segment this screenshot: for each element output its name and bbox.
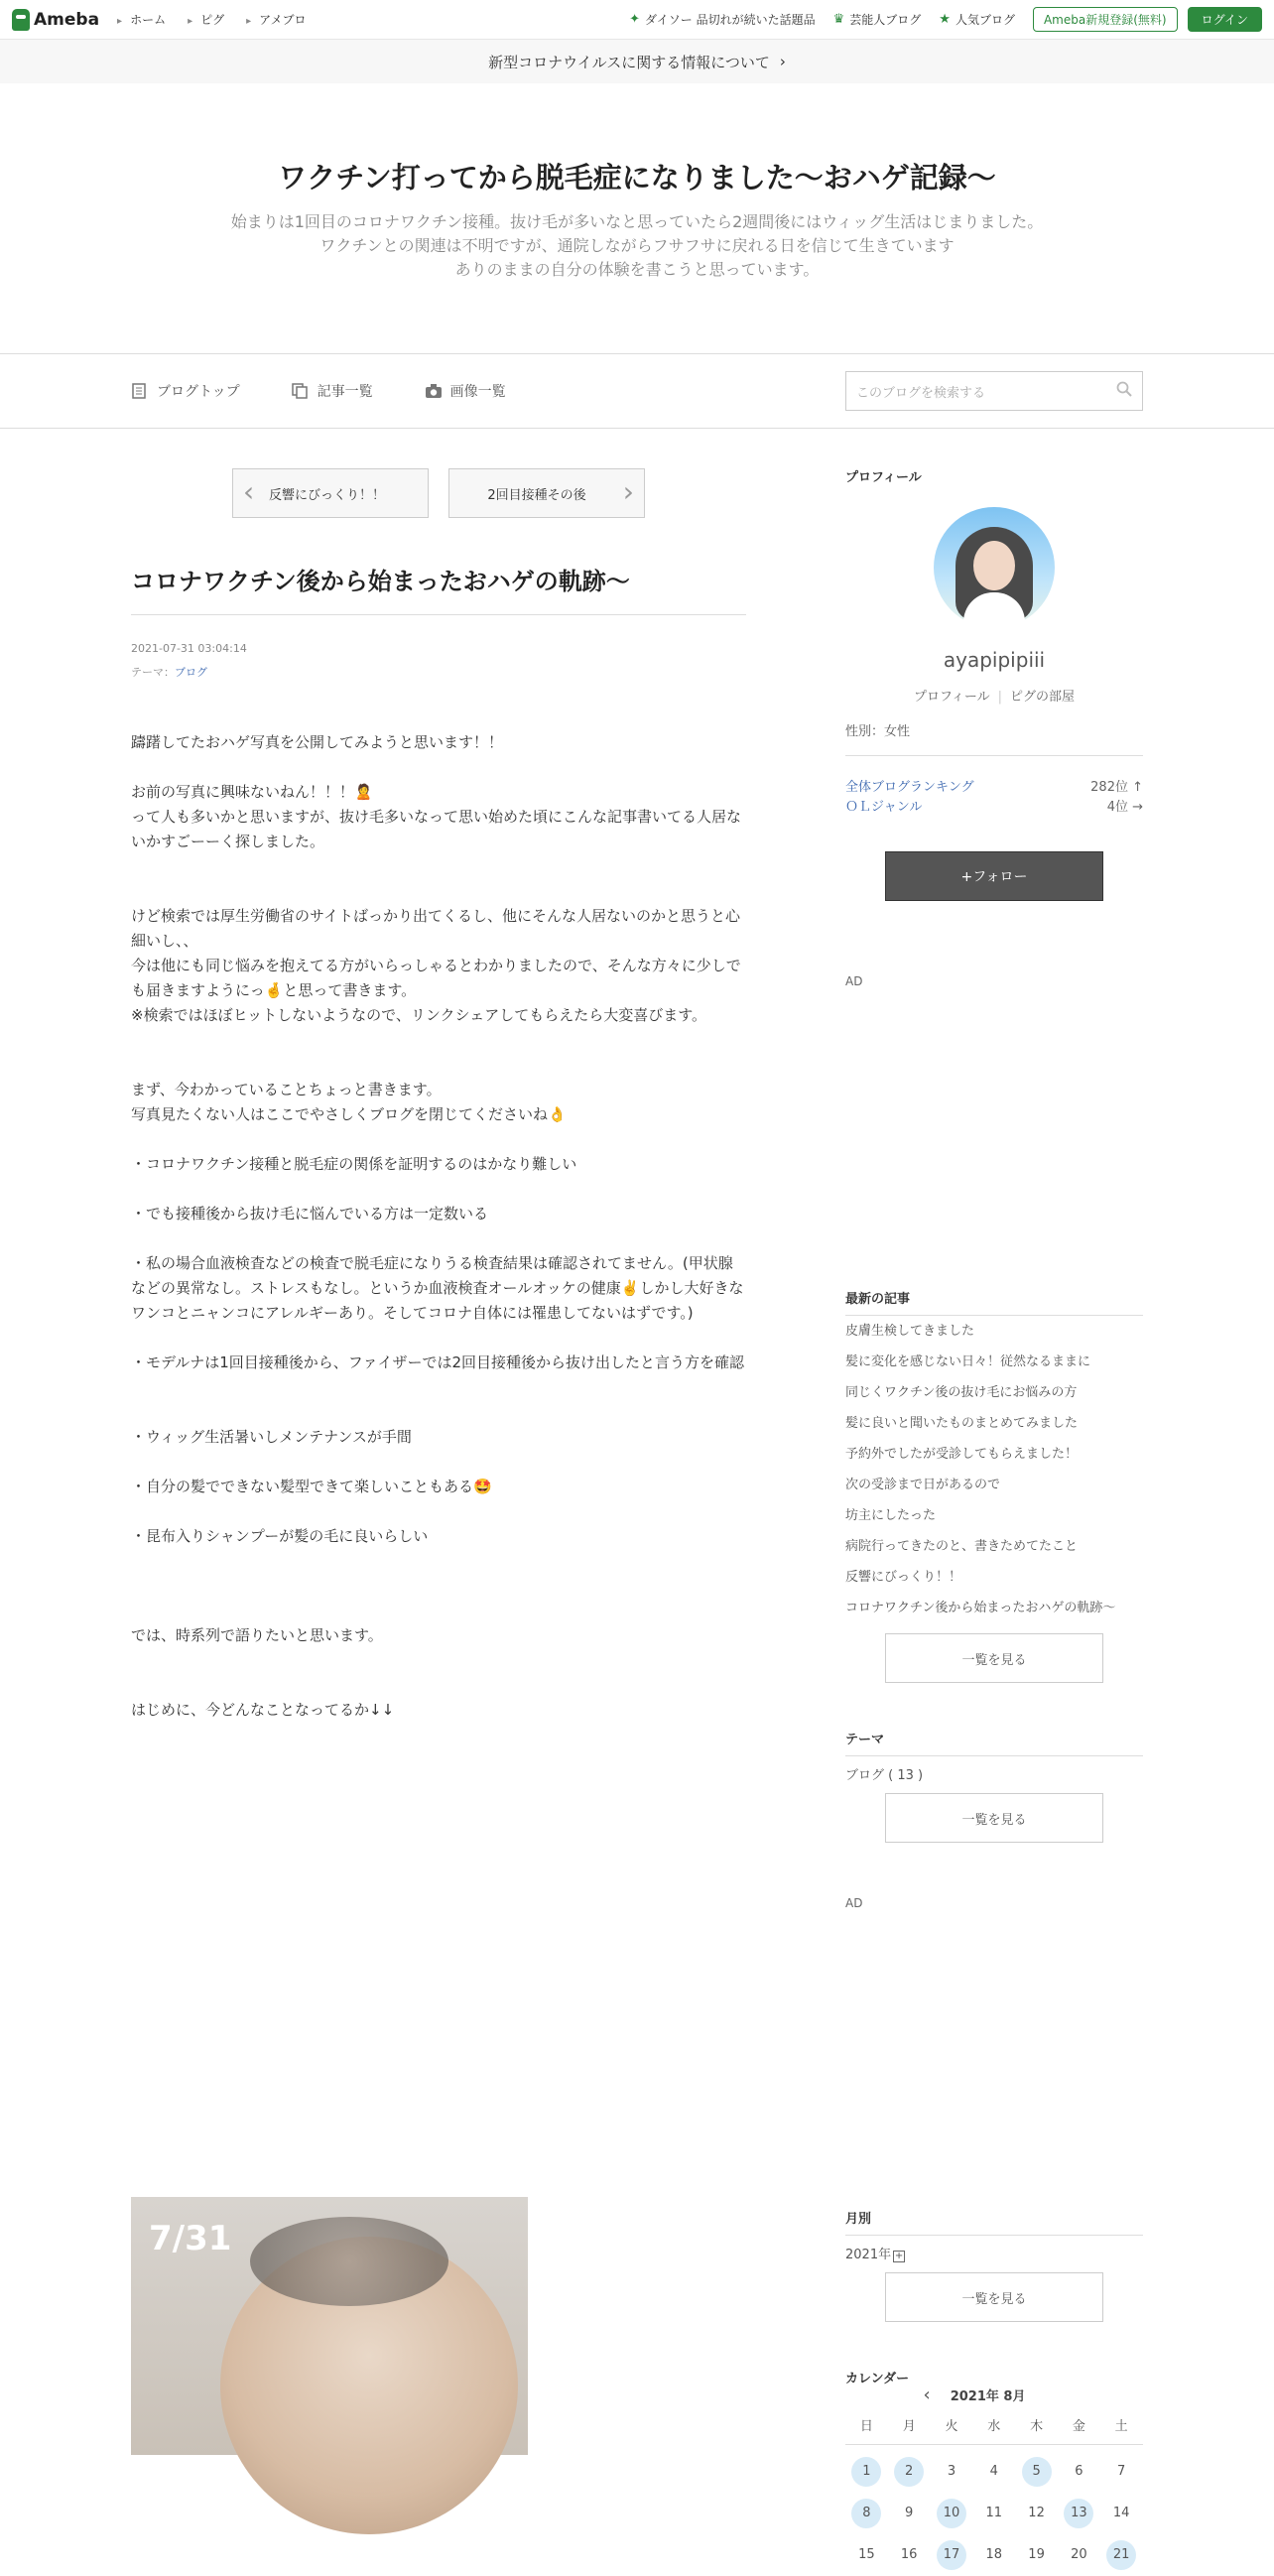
calendar-day: 7	[1117, 2464, 1126, 2479]
paragraph-spacer	[131, 1375, 746, 1400]
entry-paragraph: まず、今わかっていることちょっと書きます。	[131, 1081, 442, 1098]
entry-meta	[131, 637, 746, 685]
entry-theme-link[interactable]: ブログ	[175, 666, 207, 679]
weekday-label: 土	[1114, 2419, 1128, 2434]
latest-entry-link[interactable]: 予約外でしたが受診してもらえました！	[845, 1447, 1079, 1462]
paragraph-spacer	[131, 1599, 746, 1623]
link-trending[interactable]	[629, 11, 815, 28]
calendar-day-cell	[845, 2540, 888, 2570]
calendar-day-cell	[888, 2457, 931, 2487]
avatar[interactable]	[934, 507, 1055, 628]
paragraph-spacer	[131, 755, 746, 780]
theme-item[interactable]: ブログ ( 13 )	[845, 1768, 924, 1783]
calendar-day-with-entry[interactable]: 17	[937, 2540, 966, 2570]
nav-blog-top-label: ブログトップ	[157, 384, 240, 400]
calendar-day-cell	[1058, 2540, 1100, 2570]
latest-entry-link[interactable]: 皮膚生検してきました	[845, 1324, 975, 1339]
logo-text: Ameba	[34, 9, 100, 30]
calendar-day-cell	[845, 2457, 888, 2487]
latest-entry-link[interactable]: 病院行ってきたのと、書きためてたこと	[845, 1539, 1079, 1554]
search-placeholder: このブログを検索する	[856, 385, 986, 401]
monthly-section	[845, 2208, 1143, 2322]
weekday-label: 木	[1030, 2419, 1044, 2434]
calendar-day-with-entry[interactable]: 2	[894, 2457, 924, 2487]
calendar-day: 18	[985, 2547, 1003, 2562]
calendar-day: 14	[1112, 2506, 1130, 2520]
entry-title[interactable]: コロナワクチン後から始まったおハゲの軌跡〜	[131, 562, 746, 615]
paragraph-spacer	[131, 1499, 746, 1524]
calendar-day-with-entry[interactable]: 1	[851, 2457, 881, 2487]
nav-entry-list-label: 記事一覧	[317, 384, 373, 400]
calendar-day: 12	[1028, 2506, 1045, 2520]
blog-description-line: 始まりは1回目のコロナワクチン接種。抜け毛が多いなと思っていたら2週間後にはウィッグ生活はじまりました。	[230, 211, 1044, 231]
chevron-right-icon: ›	[779, 53, 786, 70]
entry-paragraph: ・コロナワクチン接種と脱毛症の関係を証明するのはかなり難しい	[131, 1155, 577, 1173]
calendar-day-with-entry[interactable]: 13	[1064, 2499, 1093, 2528]
weekday-label: 金	[1072, 2419, 1085, 2434]
crown-icon: ♛	[832, 12, 845, 27]
entry-paragraph: けど検索では厚生労働省のサイトばっかり出てくるし、他にそんな人居ないのかと思うと心細いし、、	[131, 907, 740, 950]
latest-list	[845, 1316, 1143, 1623]
header-links	[629, 7, 1262, 32]
weekday-label: 月	[902, 2419, 916, 2434]
link-popular-label: 人気ブログ	[955, 13, 1015, 27]
calendar-day-cell	[1100, 2457, 1143, 2487]
blog-description	[231, 210, 1044, 282]
calendar	[845, 2415, 1143, 2576]
calendar-day-with-entry[interactable]: 8	[851, 2499, 881, 2528]
calendar-day-cell	[931, 2540, 973, 2570]
paragraph-spacer	[131, 1053, 746, 1078]
profile-links	[845, 686, 1143, 705]
main-column	[131, 429, 746, 2576]
entry-body	[131, 730, 746, 1723]
calendar-day: 15	[858, 2547, 875, 2562]
calendar-day-cell	[931, 2499, 973, 2528]
photo-caption: 7/31	[149, 2219, 232, 2258]
nav-blog-top[interactable]	[131, 381, 240, 401]
link-celebrity-blogs[interactable]	[833, 11, 922, 28]
entry-pager	[131, 468, 746, 518]
calendar-day-cell	[1015, 2499, 1058, 2528]
calendar-day-cell	[845, 2499, 888, 2528]
sidebar	[845, 429, 1143, 2576]
separator: |	[997, 690, 1003, 705]
calendar-day-cell	[1015, 2540, 1058, 2570]
global-header	[0, 0, 1274, 40]
entry-paragraph: って人も多いかと思いますが、抜け毛多いなって思い始めた頃にこんな記事書いてる人居ないかすごーーく探しました。	[131, 808, 742, 850]
prev-entry-button[interactable]: ‹ 反響にびっくり！！	[232, 468, 429, 518]
calendar-day-with-entry[interactable]: 5	[1022, 2457, 1052, 2487]
calendar-day-cell	[888, 2540, 931, 2570]
calendar-day: 16	[900, 2547, 918, 2562]
document-icon	[131, 383, 147, 399]
copy-icon	[292, 383, 308, 399]
camera-icon	[425, 383, 441, 399]
entry-paragraph: ・私の場合血液検査などの検査で脱毛症になりうる検査結果は確認されてません。(甲状腺などの異常なし。ストレスもなし。というか血液検査オールオッケの健康✌️しかし大好きなワンコとニャンコにアレルギーあり。そしてコロナ自体には罹患してないはずです。)	[131, 1254, 744, 1322]
latest-entry-link[interactable]: 反響にびっくり！！	[845, 1570, 962, 1585]
paragraph-spacer	[131, 1127, 746, 1152]
content-wrap	[0, 429, 1274, 2576]
ranking-genre-link[interactable]: ＯＬジャンル	[845, 800, 923, 815]
blog-search-input[interactable]	[845, 371, 1143, 411]
search-icon[interactable]	[1116, 381, 1132, 401]
calendar-week	[845, 2451, 1143, 2493]
ranking-row	[845, 798, 1143, 818]
paragraph-spacer	[131, 879, 746, 904]
profile-heading: プロフィール	[845, 470, 922, 485]
ranking	[845, 778, 1143, 818]
nav-entry-list[interactable]	[292, 381, 373, 401]
link-trending-label: ダイソー 品切れが続いた話題品	[645, 13, 816, 27]
notice-text: 新型コロナウイルスに関する情報について	[488, 53, 770, 71]
paragraph-spacer	[131, 1400, 746, 1425]
ranking-overall-link[interactable]: 全体ブログランキング	[845, 780, 974, 795]
entry-theme	[131, 661, 746, 685]
covid-notice-banner[interactable]	[0, 40, 1274, 83]
calendar-day-cell	[1058, 2457, 1100, 2487]
gender: 性別：女性	[845, 720, 1143, 756]
latest-entry-link[interactable]: 次の受診まで日があるので	[845, 1478, 1001, 1492]
entry-datetime: 2021-07-31 03:04:14	[131, 642, 247, 655]
expand-plus-icon[interactable]: +	[894, 2251, 904, 2261]
entry-paragraph: では、時系列で語りたいと思います。	[131, 1626, 383, 1644]
sparkle-icon: ✦	[629, 12, 641, 27]
pigg-room-link[interactable]: ピグの部屋	[1010, 690, 1076, 705]
entry-paragraph: ・モデルナは1回目接種後から、ファイザーでは2回目接種後から抜け出したと言う方を確認	[131, 1353, 745, 1371]
blog-title[interactable]: ワクチン打ってから脱毛症になりました〜おハゲ記録〜	[278, 160, 996, 194]
entry-paragraph: 躊躇してたおハゲ写真を公開してみようと思います！！	[131, 733, 504, 751]
calendar-month: 2021年 8月	[950, 2389, 1026, 2404]
entry-paragraph: ・自分の髪でできない髪型できて楽しいこともある🤩	[131, 1478, 492, 1495]
entry-paragraph: ・でも接種後から抜け毛に悩んでいる方は一定数いる	[131, 1205, 489, 1223]
latest-entry-link[interactable]: 髪に変化を感じない日々！従然なるままに	[845, 1354, 1091, 1369]
calendar-day-cell	[972, 2540, 1015, 2570]
latest-entry-link[interactable]: 同じくワクチン後の抜け毛にお悩みの方	[845, 1385, 1078, 1400]
entry-paragraph: ・昆布入りシャンプーが髪の毛に良いらしい	[131, 1527, 429, 1545]
calendar-section	[845, 2368, 1143, 2576]
calendar-day-cell	[1100, 2540, 1143, 2570]
latest-entries-section	[845, 1288, 1143, 1683]
entry-photo[interactable]	[131, 2197, 528, 2455]
latest-more-button[interactable]: 一覧を見る	[885, 1633, 1103, 1683]
paragraph-spacer	[131, 1648, 746, 1673]
weekday-label: 火	[945, 2419, 958, 2434]
calendar-day-cell	[1015, 2457, 1058, 2487]
chevron-left-icon[interactable]: ‹	[923, 2384, 931, 2405]
photo-hair	[250, 2217, 448, 2306]
calendar-day: 11	[985, 2506, 1003, 2520]
calendar-day-cell	[972, 2457, 1015, 2487]
calendar-day-cell	[972, 2499, 1015, 2528]
follow-button[interactable]: +フォロー	[885, 851, 1103, 901]
entry-paragraph: ※検索ではほぼヒットしないようなので、リンクシェアしてもらえたら大変喜びます。	[131, 1006, 707, 1024]
blog-description-line: ワクチンとの関連は不明ですが、通院しながらフサフサに戻れる日を信じて生きています	[319, 235, 955, 255]
paragraph-spacer	[131, 1028, 746, 1053]
blog-nav	[0, 354, 1274, 429]
next-entry-button[interactable]: 2回目接種その後 ›	[448, 468, 645, 518]
latest-heading: 最新の記事	[845, 1288, 1143, 1316]
nav-home[interactable]: ▸ ホーム	[117, 11, 166, 28]
calendar-day: 19	[1028, 2547, 1045, 2562]
ranking-genre-value: 4位 →	[1106, 800, 1143, 815]
calendar-day-with-entry[interactable]: 10	[937, 2499, 966, 2528]
calendar-day: 3	[947, 2464, 956, 2479]
paragraph-spacer	[131, 1226, 746, 1251]
ranking-overall-value: 282位 ↑	[1090, 780, 1143, 795]
entry-paragraph: はじめに、今どんなことなってるか↓↓	[131, 1701, 395, 1719]
calendar-day: 9	[905, 2506, 914, 2520]
calendar-day-cell	[1058, 2499, 1100, 2528]
calendar-day: 20	[1071, 2547, 1087, 2562]
link-popular-blogs[interactable]	[939, 11, 1015, 28]
paragraph-spacer	[131, 1177, 746, 1202]
calendar-week	[845, 2534, 1143, 2576]
avatar-face	[973, 541, 1015, 590]
ad-label: AD	[845, 974, 863, 988]
theme-heading: テーマ	[845, 1729, 1143, 1756]
calendar-day-cell	[1100, 2499, 1143, 2528]
link-celebrity-label: 芸能人ブログ	[849, 13, 922, 27]
paragraph-spacer	[131, 1574, 746, 1599]
latest-entry-link[interactable]: コロナワクチン後から始まったおハゲの軌跡〜	[845, 1601, 1116, 1615]
blog-header	[0, 83, 1274, 354]
calendar-header	[845, 2384, 1143, 2405]
blog-description-line: ありのままの自分の体験を書こうと思っています。	[454, 259, 820, 279]
paragraph-spacer	[131, 1326, 746, 1351]
month-more-button[interactable]: 一覧を見る	[885, 2272, 1103, 2322]
entry-paragraph: 写真見たくない人はここでやさしくブログを閉じてくださいね👌	[131, 1105, 567, 1123]
paragraph-spacer	[131, 1549, 746, 1574]
username[interactable]: ayapipipiii	[943, 648, 1046, 672]
latest-entry-link[interactable]: 坊主にしたった	[845, 1508, 937, 1523]
latest-entry-link[interactable]: 髪に良いと聞いたものまとめてみました	[845, 1416, 1079, 1431]
calendar-day-cell	[931, 2457, 973, 2487]
register-button[interactable]: Ameba新規登録(無料)	[1033, 7, 1178, 32]
entry-paragraph: ・ウィッグ生活暑いしメンテナンスが手間	[131, 1428, 412, 1446]
calendar-heading: カレンダー	[845, 2372, 910, 2386]
weekday-label: 日	[859, 2419, 873, 2434]
month-item[interactable]	[845, 2244, 1143, 2262]
star-icon: ★	[939, 12, 951, 27]
theme-section	[845, 1729, 1143, 1843]
ranking-row	[845, 778, 1143, 798]
calendar-day-with-entry[interactable]: 21	[1106, 2540, 1136, 2570]
entry-paragraph: お前の写真に興味ないねん！！！🙎	[131, 783, 373, 801]
nav-image-list-label: 画像一覧	[449, 384, 506, 400]
calendar-day-cell	[888, 2499, 931, 2528]
entry-theme-label: テーマ：	[131, 666, 175, 679]
nav-ameblo[interactable]: ▸ アメブロ	[246, 11, 306, 28]
calendar-day: 6	[1075, 2464, 1083, 2479]
ameba-logo[interactable]	[12, 9, 99, 31]
month-heading: 月別	[845, 2208, 1143, 2236]
ad-label: AD	[845, 1896, 863, 1910]
nav-pigg[interactable]: ▸ ピグ	[188, 11, 224, 28]
nav-image-list[interactable]	[425, 381, 506, 401]
profile-section	[845, 466, 1143, 901]
paragraph-spacer	[131, 854, 746, 879]
ameba-logo-icon	[12, 9, 30, 31]
theme-more-button[interactable]: 一覧を見る	[885, 1793, 1103, 1843]
weekday-label: 水	[987, 2419, 1001, 2434]
paragraph-spacer	[131, 1450, 746, 1475]
paragraph-spacer	[131, 1673, 746, 1698]
calendar-week	[845, 2493, 1143, 2534]
entry-paragraph: 今は他にも同じ悩みを抱えてる方がいらっしゃるとわかりましたので、そんな方々に少しでも届きますようにっ🤞と思って書きます。	[131, 957, 741, 999]
global-nav	[117, 11, 306, 28]
calendar-weekdays	[845, 2415, 1143, 2445]
month-item-label: 2021年	[845, 2248, 892, 2262]
login-button[interactable]: ログイン	[1188, 7, 1262, 32]
profile-link[interactable]: プロフィール	[913, 690, 990, 705]
calendar-day: 4	[989, 2464, 998, 2479]
